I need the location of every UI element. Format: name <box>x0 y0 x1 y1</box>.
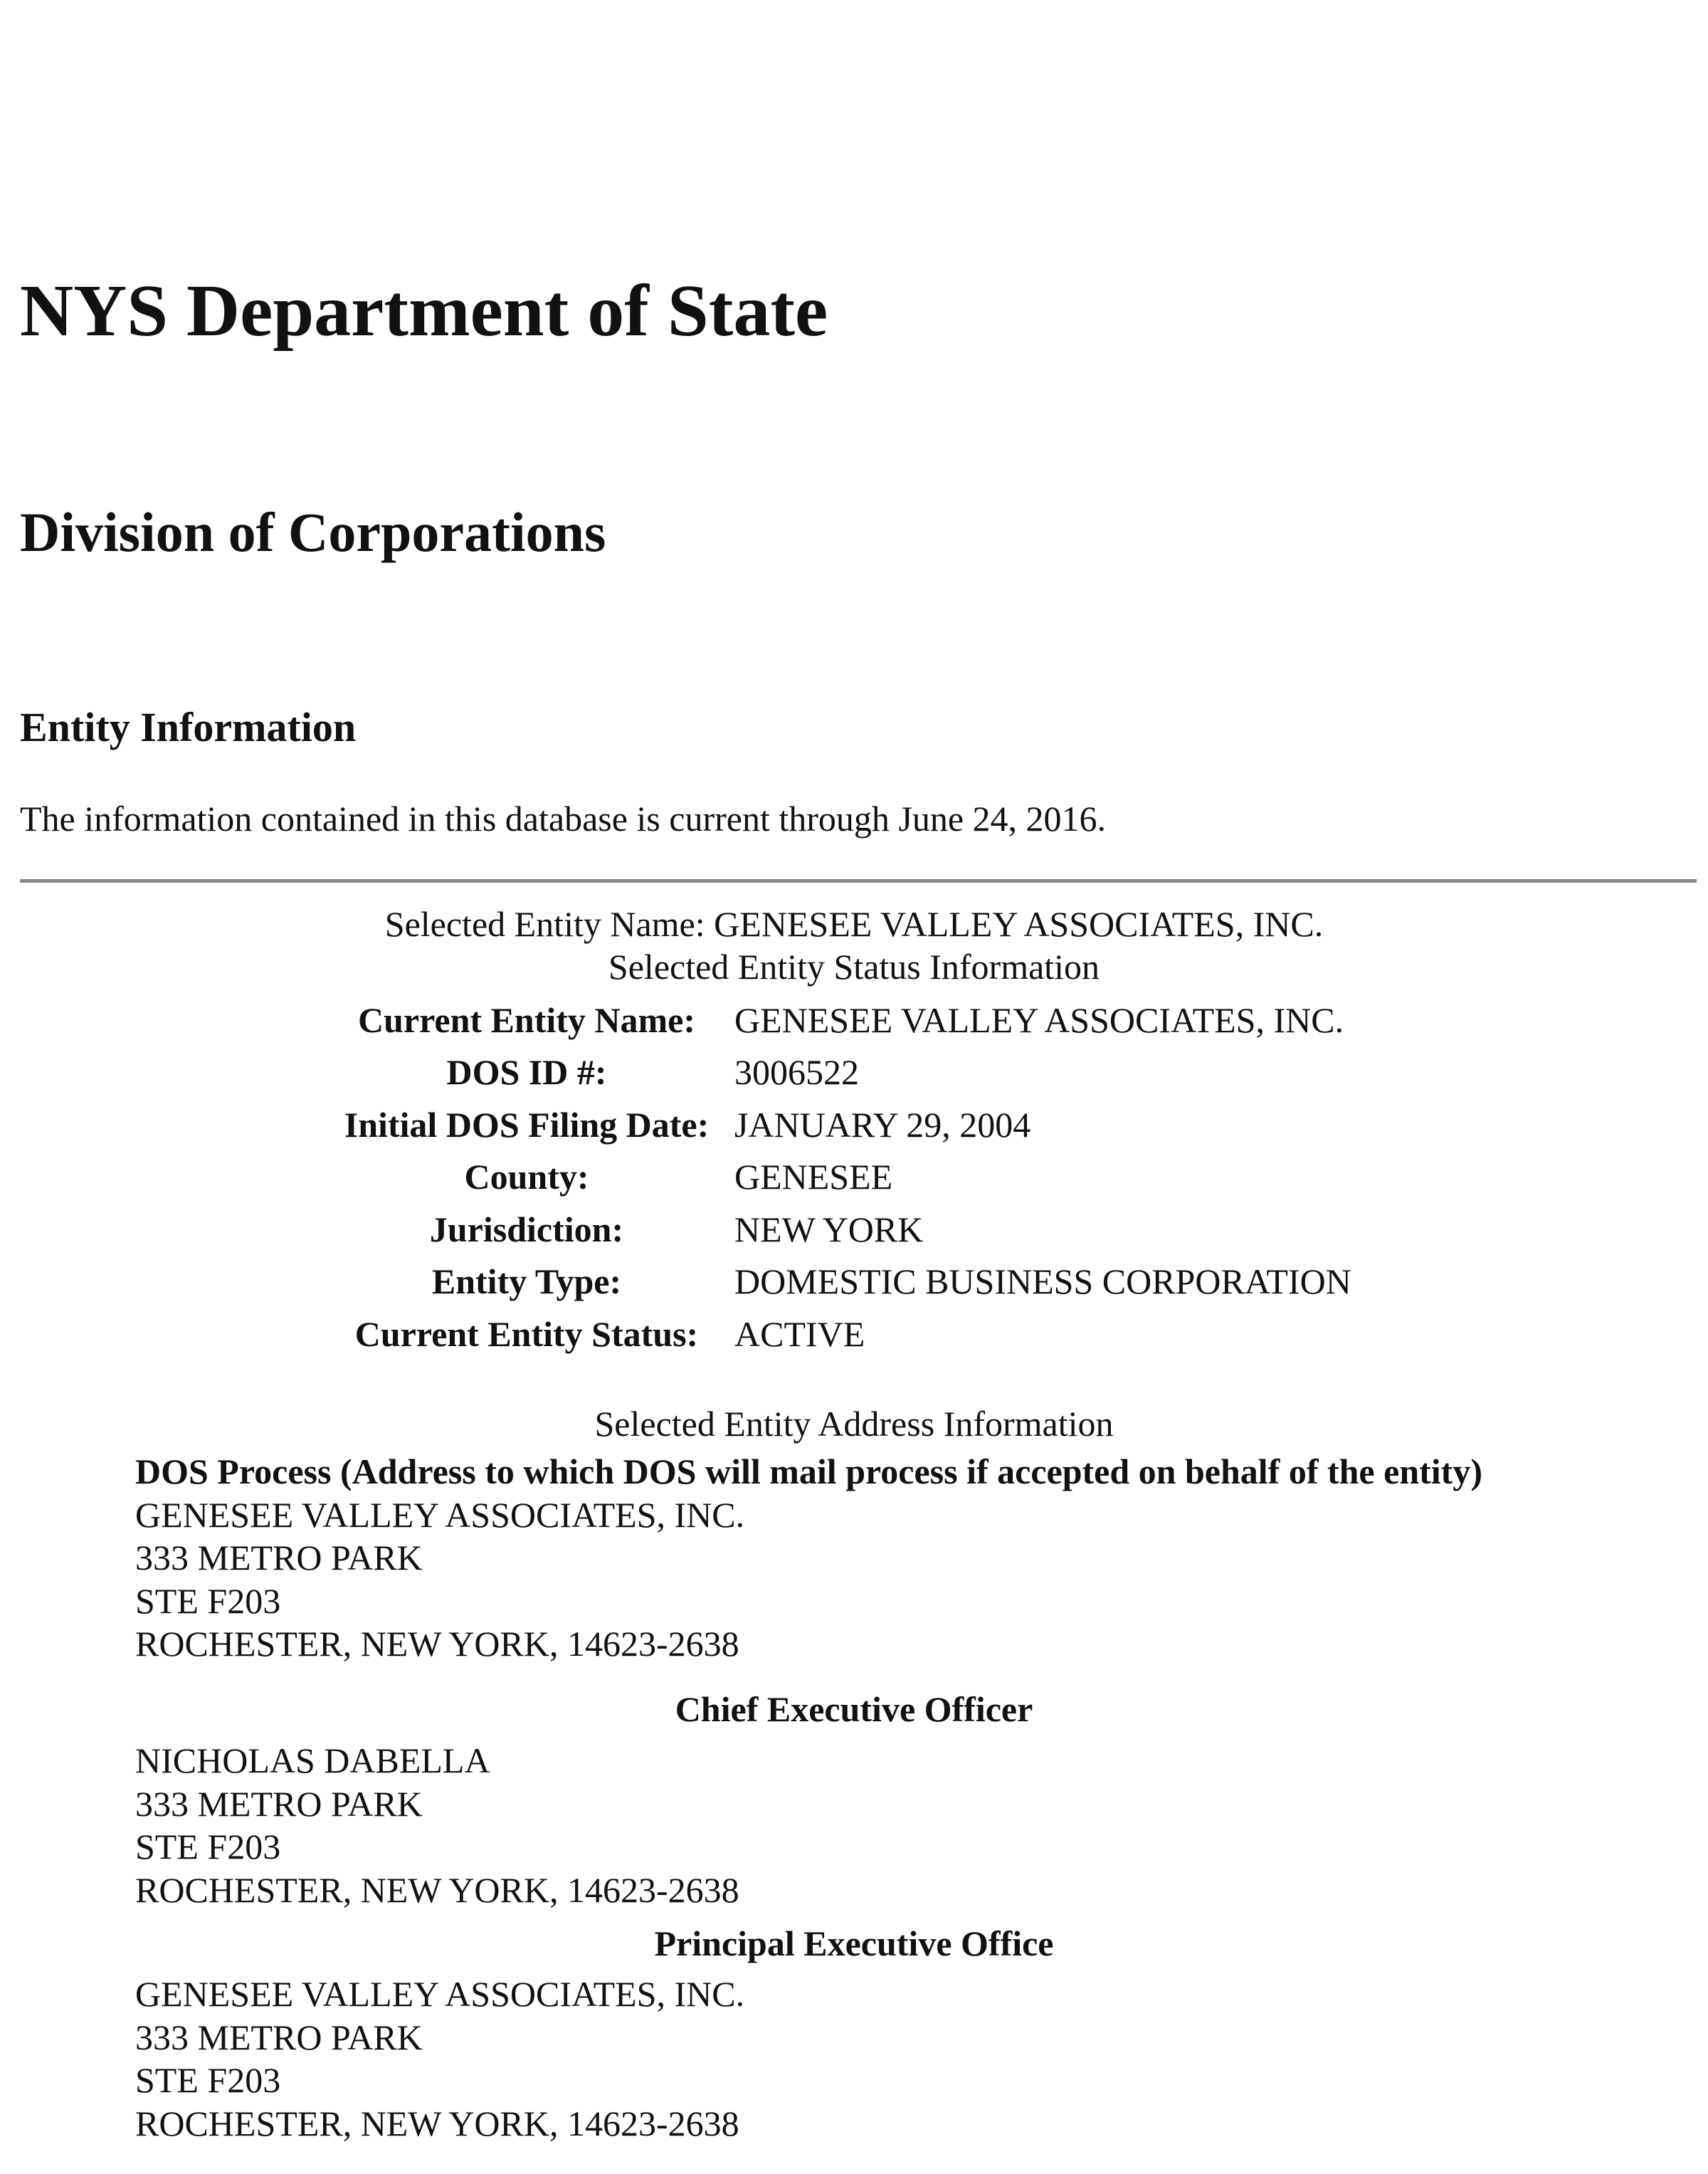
status-value: NEW YORK <box>734 1209 924 1249</box>
address-line: 333 METRO PARK <box>135 2017 423 2057</box>
address-line: STE F203 <box>135 1827 281 1866</box>
status-value: JANUARY 29, 2004 <box>734 1104 1031 1145</box>
address-line: GENESEE VALLEY ASSOCIATES, INC. <box>135 1974 745 2014</box>
address-line: ROCHESTER, NEW YORK, 14623-2638 <box>135 1624 739 1664</box>
status-row-filing-date <box>327 1098 1351 1151</box>
status-row-dos-id <box>327 1046 1351 1099</box>
status-row-entity-type <box>327 1256 1351 1308</box>
selected-entity-name: Selected Entity Name: GENESEE VALLEY ASSOCIATES, INC. <box>384 904 1324 944</box>
database-currency-notice: The information contained in this database is current through June 24, 2016. <box>20 799 1107 839</box>
status-label: Entity Type: <box>431 1261 622 1302</box>
status-label: Initial DOS Filing Date: <box>344 1104 710 1145</box>
status-value: GENESEE <box>734 1157 893 1197</box>
page-title: NYS Department of State <box>20 270 828 352</box>
status-label: Current Entity Status: <box>354 1313 699 1354</box>
section-heading: Entity Information <box>20 704 357 750</box>
status-label: Current Entity Name: <box>358 999 695 1040</box>
status-row-jurisdiction <box>327 1203 1351 1256</box>
principal-office-address <box>135 1973 744 2145</box>
address-line: STE F203 <box>135 2060 281 2100</box>
ceo-heading: Chief Executive Officer <box>675 1689 1033 1729</box>
address-line: STE F203 <box>135 1580 281 1621</box>
address-line: ROCHESTER, NEW YORK, 14623-2638 <box>135 1869 739 1910</box>
status-value: 3006522 <box>734 1052 859 1093</box>
status-info-heading: Selected Entity Status Information <box>608 947 1100 987</box>
status-value: DOMESTIC BUSINESS CORPORATION <box>734 1261 1351 1302</box>
address-line: ROCHESTER, NEW YORK, 14623-2638 <box>135 2103 739 2143</box>
status-label: DOS ID #: <box>446 1052 607 1093</box>
dos-process-heading: DOS Process (Address to which DOS will mail process if accepted on behalf of the entity) <box>135 1451 1482 1491</box>
status-label: County: <box>464 1157 589 1197</box>
status-label: Jurisdiction: <box>429 1209 624 1249</box>
entity-status-table <box>327 994 1351 1360</box>
status-value: ACTIVE <box>734 1313 865 1354</box>
principal-office-heading: Principal Executive Office <box>654 1923 1054 1963</box>
address-line: 333 METRO PARK <box>135 1538 423 1577</box>
address-info-heading: Selected Entity Address Information <box>594 1404 1114 1444</box>
ceo-address <box>135 1739 739 1911</box>
status-row-county <box>327 1151 1351 1204</box>
address-line: NICHOLAS DABELLA <box>135 1740 490 1780</box>
address-line: 333 METRO PARK <box>135 1783 423 1824</box>
horizontal-divider <box>20 879 1697 883</box>
dos-process-address <box>135 1450 1482 1666</box>
status-row-entity-status <box>327 1308 1351 1360</box>
status-value: GENESEE VALLEY ASSOCIATES, INC. <box>734 999 1344 1040</box>
division-heading: Division of Corporations <box>20 501 606 563</box>
status-row-current-entity-name <box>327 994 1351 1046</box>
address-line: GENESEE VALLEY ASSOCIATES, INC. <box>135 1494 745 1535</box>
